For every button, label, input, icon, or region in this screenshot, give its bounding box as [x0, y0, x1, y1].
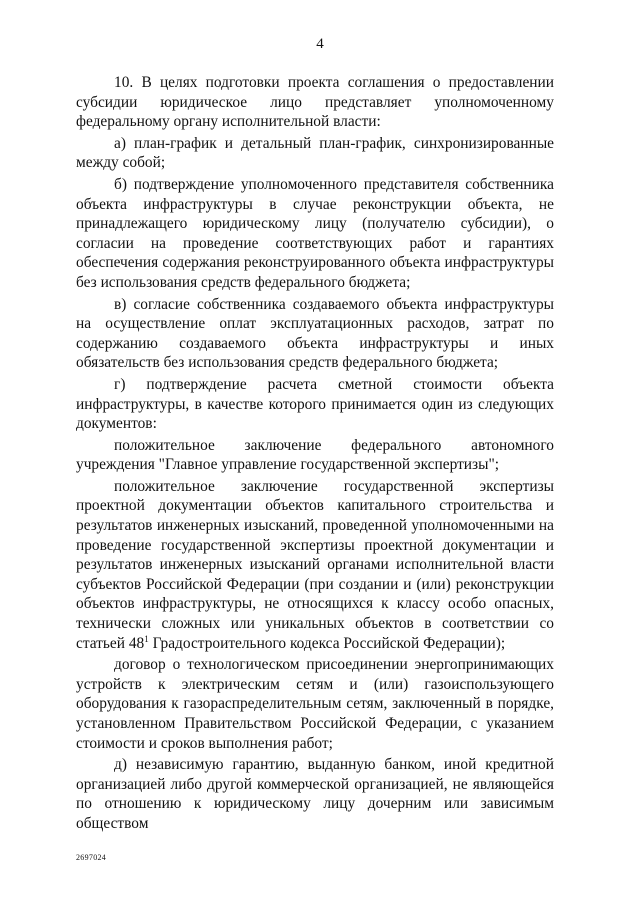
paragraph-fau-glavgosexpertiza: положительное заключение федерального автономного учреждения "Главное управление государственной экспертизы"; [76, 436, 554, 474]
document-code: 2697024 [76, 853, 107, 862]
page-number: 4 [316, 36, 324, 52]
paragraph-grid-connection-contract: договор о технологическом присоединении энергопринимающих устройств к электрическим сетям и (или) газоиспользующего оборудования к газораспределительным сетям, заключенный в порядке, установленном Правительством Российской Федерации, с указанием стоимости и сроков выполнения работ; [76, 656, 554, 752]
paragraph-10-intro: 10. В целях подготовки проекта соглашения о предоставлении субсидии юридическое лицо представляет уполномоченному федеральному органу исполнительной власти: [76, 74, 554, 131]
paragraph-regional-expertise [76, 477, 554, 653]
paragraph-item-g: г) подтверждение расчета сметной стоимости объекта инфраструктуры, в качестве которого принимается один из следующих документов: [76, 375, 554, 433]
article-superscript: 1 [144, 633, 149, 644]
document-body [76, 73, 554, 836]
paragraph-item-b: б) подтверждение уполномоченного представителя собственника объекта инфраструктуры в случае реконструкции объекта, не принадлежащего юридическому лицу (получателю субсидии), о согласии на проведение соответствующих работ и гарантиях обеспечения содержания реконструированного объекта инфраструктуры без использования средств федерального бюджета; [76, 175, 554, 291]
paragraph-item-a: а) план-график и детальный план-график, синхронизированные между собой; [76, 134, 554, 172]
paragraph-item-v: в) согласие собственника создаваемого объекта инфраструктуры на осуществление оплат эксплуатационных расходов, затрат по содержанию создаваемого объекта инфраструктуры и иных обязательств без использования средств федерального бюджета; [76, 295, 554, 372]
paragraph-item-d: д) независимую гарантию, выданную банком, иной кредитной организацией либо другой коммерческой организацией, не являющейся по отношению к юридическому лицу дочерним или зависимым обществом [76, 756, 554, 832]
paragraph-regional-expertise-tail: Градостроительного кодекса Российской Федерации); [148, 634, 506, 652]
paragraph-regional-expertise-text: положительное заключение государственной экспертизы проектной документации объектов капитального строительства и результатов инженерных изысканий, проведенной уполномоченными на проведение государственной экспертизы проектной документации и результатов инженерных изысканий органами исполнительной власти субъектов Российской Федерации (при создании и (или) реконструкции объектов инфраструктуры, не относящихся к классу особо опасных, технически сложных или уникальных объектов в соответствии со статьей 48 [76, 477, 554, 652]
